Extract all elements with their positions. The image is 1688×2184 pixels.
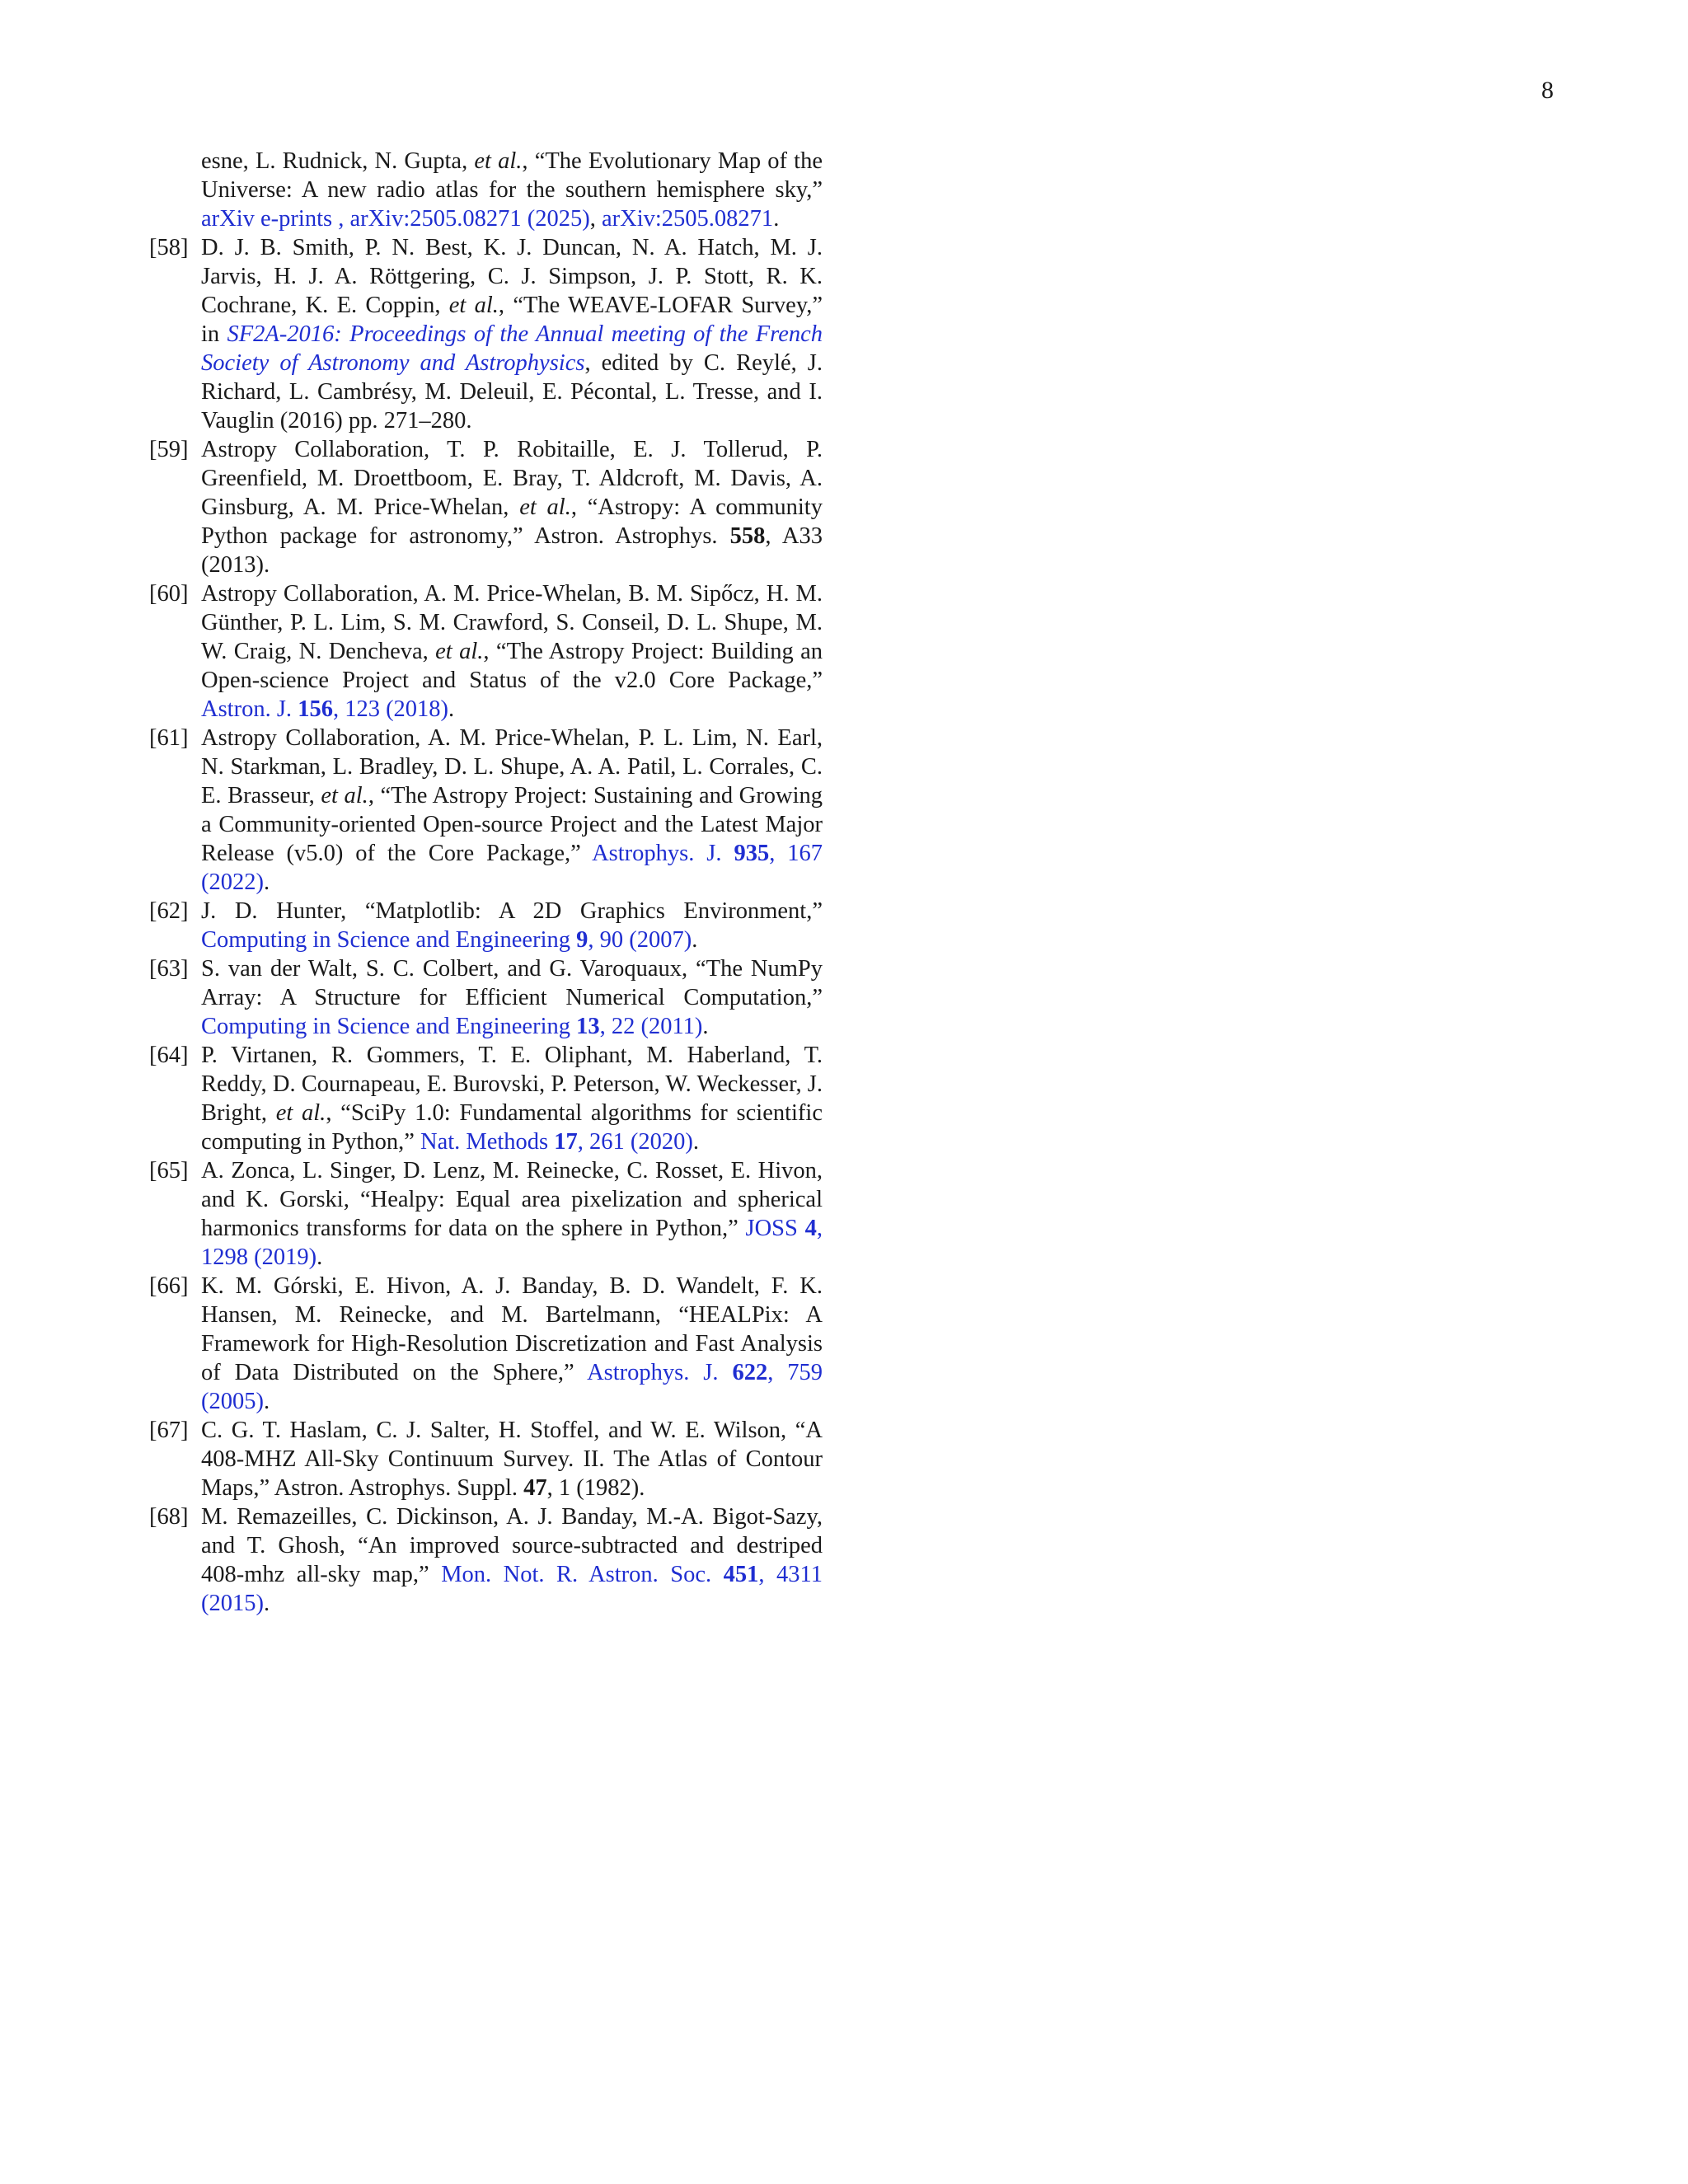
reference-text: et al. — [448, 293, 499, 318]
reference-text: . — [773, 206, 780, 232]
reference-label: [65] — [149, 1158, 189, 1183]
reference-link[interactable]: 4 — [804, 1216, 817, 1241]
reference-link[interactable]: , 22 (2011) — [599, 1014, 703, 1039]
reference-link[interactable]: JOSS — [745, 1216, 805, 1241]
reference-label: [63] — [149, 956, 189, 982]
reference-text: et al. — [435, 639, 484, 664]
reference-item — [149, 579, 823, 724]
reference-item — [149, 435, 823, 579]
reference-text: D. J. B. Smith, P. N. Best, K. J. Duncan, N. A. Hatch, M. J. Jarvis, H. J. A. Röttgering, C. J. Simpson, J. P. Stott, R. K. Cochrane, K. E. Coppin, — [201, 235, 823, 318]
reference-text: , “The Astropy Project: Building an Open-science Project and Status of the v2.0 Core Package,” — [201, 639, 823, 693]
reference-text: , “Astropy: A community Python package for astronomy,” Astron. Astrophys. — [201, 494, 823, 549]
reference-text: , “The Evolutionary Map of the Universe: A new radio atlas for the southern hemisphere sky,” — [201, 148, 823, 203]
reference-text: C. G. T. Haslam, C. J. Salter, H. Stoffel, and W. E. Wilson, “A 408-MHZ All-Sky Continuum Survey. II. The Atlas of Contour Maps,” Astron. Astrophys. Suppl. — [201, 1418, 823, 1501]
reference-text: Astropy Collaboration, T. P. Robitaille, E. J. Tollerud, P. Greenfield, M. Droettboom, E. Bray, T. Aldcroft, M. Davis, A. Ginsburg, A. M. Price-Whelan, — [201, 437, 823, 520]
reference-link[interactable]: , 167 (2022) — [201, 841, 823, 895]
reference-text: et al. — [474, 148, 523, 174]
reference-text: , 1 (1982). — [546, 1475, 645, 1501]
reference-text: et al. — [275, 1100, 326, 1126]
reference-label: [64] — [149, 1043, 189, 1068]
reference-link[interactable]: Astron. J. — [201, 696, 298, 722]
reference-text: A. Zonca, L. Singer, D. Lenz, M. Reinecke, C. Rosset, E. Hivon, and K. Gorski, “Healpy: Equal area pixelization and spherical harmonics transforms for data on the sphere in Python,” — [201, 1158, 823, 1241]
reference-text: , edited by C. Reylé, J. Richard, L. Cambrésy, M. Deleuil, E. Pécontal, L. Tresse, and I. Vauglin (2016) pp. 271–280. — [201, 350, 823, 434]
reference-link[interactable]: , 759 (2005) — [201, 1360, 823, 1414]
reference-item — [149, 897, 823, 954]
reference-link[interactable]: Mon. Not. R. Astron. Soc. — [441, 1562, 724, 1587]
reference-label: [66] — [149, 1273, 189, 1299]
reference-item — [149, 954, 823, 1041]
reference-text: . — [263, 869, 270, 895]
reference-text: S. van der Walt, S. C. Colbert, and G. Varoquaux, “The NumPy Array: A Structure for Efficient Numerical Computation,” — [201, 956, 823, 1010]
reference-link[interactable]: Computing in Science and Engineering — [201, 1014, 577, 1039]
reference-link[interactable]: , 1298 (2019) — [201, 1216, 823, 1270]
reference-text: , “The Astropy Project: Sustaining and Growing a Community-oriented Open-source Project and the Latest Major Release (v5.0) of the Core Package,” — [201, 783, 823, 866]
reference-link[interactable]: 13 — [576, 1014, 600, 1039]
reference-text: M. Remazeilles, C. Dickinson, A. J. Banday, M.-A. Bigot-Sazy, and T. Ghosh, “An improved source-subtracted and destriped 408-mhz all-sky map,” — [201, 1504, 823, 1587]
reference-item — [149, 147, 823, 233]
reference-label: [60] — [149, 581, 189, 607]
reference-link[interactable]: Nat. Methods — [420, 1129, 555, 1155]
reference-text: . — [263, 1389, 270, 1414]
reference-link[interactable]: , 90 (2007) — [588, 927, 692, 953]
reference-label: [61] — [149, 725, 189, 751]
reference-text: , A33 (2013). — [201, 523, 823, 578]
reference-link[interactable]: , 123 (2018) — [332, 696, 449, 722]
reference-text: , “The WEAVE-LOFAR Survey,” in — [201, 293, 823, 347]
reference-item — [149, 724, 823, 897]
reference-link[interactable]: 622 — [732, 1360, 768, 1385]
reference-item — [149, 1041, 823, 1156]
reference-text: 47 — [523, 1475, 547, 1501]
reference-text: Astropy Collaboration, A. M. Price-Whelan, B. M. Sipőcz, H. M. Günther, P. L. Lim, S. M. Crawford, S. Conseil, D. L. Shupe, M. W. Craig, N. Dencheva, — [201, 581, 823, 664]
reference-label: [68] — [149, 1504, 189, 1530]
reference-link[interactable]: Astrophys. J. — [587, 1360, 733, 1385]
reference-text: . — [448, 696, 455, 722]
reference-link[interactable]: 156 — [298, 696, 333, 722]
reference-text: K. M. Górski, E. Hivon, A. J. Banday, B. D. Wandelt, F. K. Hansen, M. Reinecke, and M. Bartelmann, “HEALPix: A Framework for High-Resolution Discretization and Fast Analysis of Data Distributed on the Sphere,” — [201, 1273, 823, 1385]
page-number: 8 — [1541, 77, 1554, 104]
reference-link[interactable]: 17 — [554, 1129, 578, 1155]
reference-item — [149, 1156, 823, 1272]
reference-label: [58] — [149, 235, 189, 260]
reference-link[interactable]: Computing in Science and Engineering — [201, 927, 577, 953]
reference-text: Astropy Collaboration, A. M. Price-Whelan, P. L. Lim, N. Earl, N. Starkman, L. Bradley, D. L. Shupe, A. A. Patil, L. Corrales, C. E. Brasseur, — [201, 725, 823, 808]
reference-link[interactable]: 451 — [723, 1562, 759, 1587]
reference-text: . — [692, 927, 698, 953]
reference-text: esne, L. Rudnick, N. Gupta, — [201, 148, 475, 174]
reference-label: [59] — [149, 437, 189, 462]
reference-text: . — [692, 1129, 700, 1155]
reference-text: et al. — [321, 783, 368, 808]
reference-text: P. Virtanen, R. Gommers, T. E. Oliphant, M. Haberland, T. Reddy, D. Cournapeau, E. Burovski, P. Peterson, W. Weckesser, J. Bright, — [201, 1043, 823, 1126]
reference-text: . — [702, 1014, 709, 1039]
reference-text: J. D. Hunter, “Matplotlib: A 2D Graphics Environment,” — [201, 898, 823, 924]
reference-link[interactable]: arXiv:2505.08271 — [602, 206, 774, 232]
reference-item — [149, 233, 823, 435]
reference-text: , “SciPy 1.0: Fundamental algorithms for scientific computing in Python,” — [201, 1100, 823, 1155]
reference-link[interactable]: SF2A-2016: Proceedings of the Annual meeting of the French Society of Astronomy and Astrophysics — [201, 321, 823, 376]
reference-text: et al. — [519, 494, 571, 520]
reference-link[interactable]: , 261 (2020) — [577, 1129, 693, 1155]
reference-item — [149, 1272, 823, 1416]
reference-text: , — [589, 206, 602, 232]
reference-link[interactable]: arXiv e-prints , arXiv:2505.08271 (2025) — [201, 206, 590, 232]
reference-item — [149, 1502, 823, 1618]
reference-label: [67] — [149, 1418, 189, 1443]
reference-label: [62] — [149, 898, 189, 924]
reference-item — [149, 1416, 823, 1502]
reference-text: 558 — [729, 523, 766, 549]
reference-link[interactable]: 9 — [576, 927, 588, 953]
reference-list — [149, 147, 823, 1618]
reference-link[interactable]: , 4311 (2015) — [201, 1562, 823, 1616]
reference-link[interactable]: Astrophys. J. — [592, 841, 734, 866]
reference-text: . — [316, 1244, 323, 1270]
reference-link[interactable]: 935 — [734, 841, 770, 866]
reference-text: . — [263, 1591, 270, 1616]
